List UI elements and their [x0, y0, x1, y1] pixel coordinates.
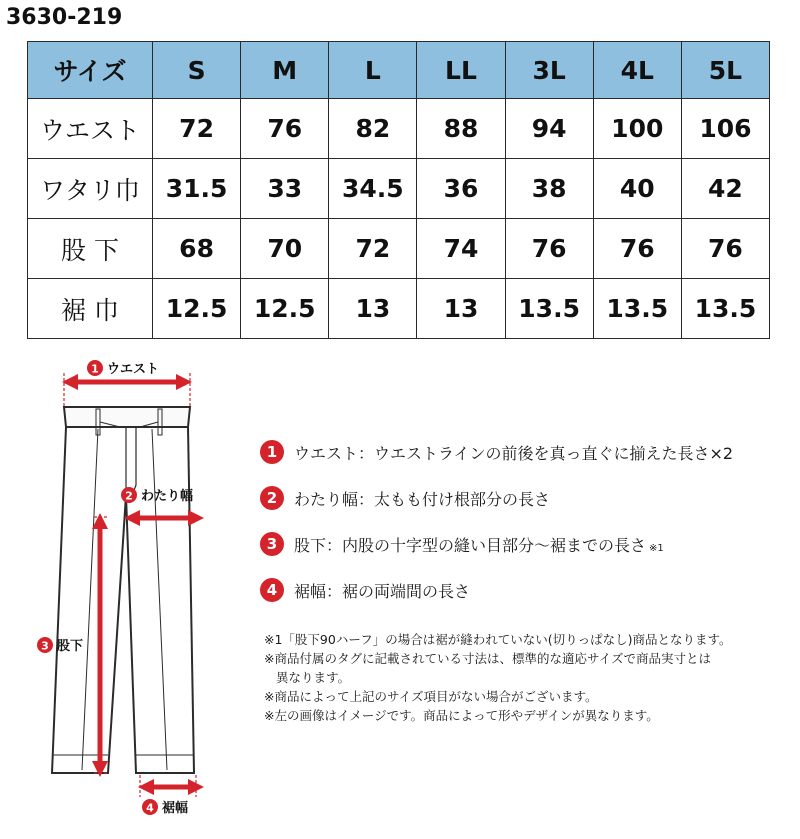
note-text: 裾幅：裾の両端間の長さ	[294, 581, 471, 601]
note-item	[260, 486, 790, 510]
note-text: ウエスト：ウエストラインの前後を真っ直ぐに揃えた長さ×2	[294, 443, 734, 463]
table-cell: 13	[417, 279, 505, 339]
row-label: ウエスト	[28, 99, 153, 159]
note-item	[260, 440, 790, 464]
table-cell: 38	[505, 159, 593, 219]
row-label: 股 下	[28, 219, 153, 279]
size-table	[27, 41, 770, 339]
table-cell: 82	[329, 99, 417, 159]
footnote: ※左の画像はイメージです。商品によって形やデザインが異なります。	[264, 708, 659, 723]
table-cell: 13.5	[505, 279, 593, 339]
svg-text:1: 1	[91, 362, 99, 376]
table-cell: 72	[153, 99, 241, 159]
table-cell: 74	[417, 219, 505, 279]
svg-text:3: 3	[41, 639, 49, 653]
waist-label	[87, 360, 159, 377]
table-header-row	[28, 42, 770, 99]
svg-text:わたり幅: わたり幅	[141, 489, 194, 504]
measurement-notes	[260, 440, 790, 624]
footnotes	[264, 630, 784, 725]
table-cell: 88	[417, 99, 505, 159]
row-label: ワタリ巾	[28, 159, 153, 219]
table-cell: 76	[593, 219, 681, 279]
table-cell: 76	[241, 99, 329, 159]
table-cell: 76	[505, 219, 593, 279]
table-cell: 42	[681, 159, 769, 219]
table-cell: 68	[153, 219, 241, 279]
header-cell: サイズ	[28, 42, 153, 99]
footnote: ※1「股下90ハーフ」の場合は裾が縫われていない(切りっぱなし)商品となります。	[264, 632, 732, 647]
note-item	[260, 532, 790, 556]
header-cell: M	[241, 42, 329, 99]
footnote: ※商品付属のタグに記載されている寸法は、標準的な適応サイズで商品実寸とは	[264, 651, 711, 666]
measurement-arrows	[70, 382, 196, 787]
footnote: ※商品によって上記のサイズ項目がない場合がございます。	[264, 689, 598, 704]
header-cell: 5L	[681, 42, 769, 99]
number-badge: 2	[260, 486, 284, 510]
table-cell: 34.5	[329, 159, 417, 219]
header-cell: LL	[417, 42, 505, 99]
number-badge: 1	[260, 440, 284, 464]
svg-text:4: 4	[146, 801, 154, 815]
row-label: 裾 巾	[28, 279, 153, 339]
header-cell: L	[329, 42, 417, 99]
svg-text:2: 2	[125, 489, 133, 503]
table-row	[28, 219, 770, 279]
svg-text:ウエスト: ウエスト	[107, 362, 160, 377]
note-item	[260, 578, 790, 602]
header-cell: 3L	[505, 42, 593, 99]
table-cell: 106	[681, 99, 769, 159]
number-badge: 4	[260, 578, 284, 602]
table-cell: 33	[241, 159, 329, 219]
table-cell: 70	[241, 219, 329, 279]
number-badge: 3	[260, 532, 284, 556]
table-cell: 13.5	[593, 279, 681, 339]
table-row	[28, 279, 770, 339]
table-row	[28, 159, 770, 219]
table-cell: 100	[593, 99, 681, 159]
table-cell: 13.5	[681, 279, 769, 339]
table-row	[28, 99, 770, 159]
footnote: 異なります。	[276, 670, 351, 685]
header-cell: 4L	[593, 42, 681, 99]
note-text: 股下：内股の十字型の縫い目部分～裾までの長さ	[294, 535, 647, 555]
inseam-label	[37, 637, 83, 654]
table-cell: 40	[593, 159, 681, 219]
table-cell: 36	[417, 159, 505, 219]
svg-text:股下: 股下	[57, 639, 84, 654]
pants-outline	[52, 407, 194, 773]
table-cell: 76	[681, 219, 769, 279]
table-cell: 31.5	[153, 159, 241, 219]
note-text: わたり幅：太もも付け根部分の長さ	[294, 489, 551, 509]
product-code: 3630-219	[6, 5, 123, 30]
svg-text:裾幅: 裾幅	[162, 801, 189, 816]
pants-measurement-diagram	[0, 345, 260, 839]
table-cell: 72	[329, 219, 417, 279]
thigh-label	[121, 487, 193, 504]
footnote-ref: ※1	[649, 542, 664, 554]
table-cell: 12.5	[241, 279, 329, 339]
table-cell: 12.5	[153, 279, 241, 339]
hem-label	[142, 799, 188, 816]
table-cell: 94	[505, 99, 593, 159]
table-cell: 13	[329, 279, 417, 339]
header-cell: S	[153, 42, 241, 99]
